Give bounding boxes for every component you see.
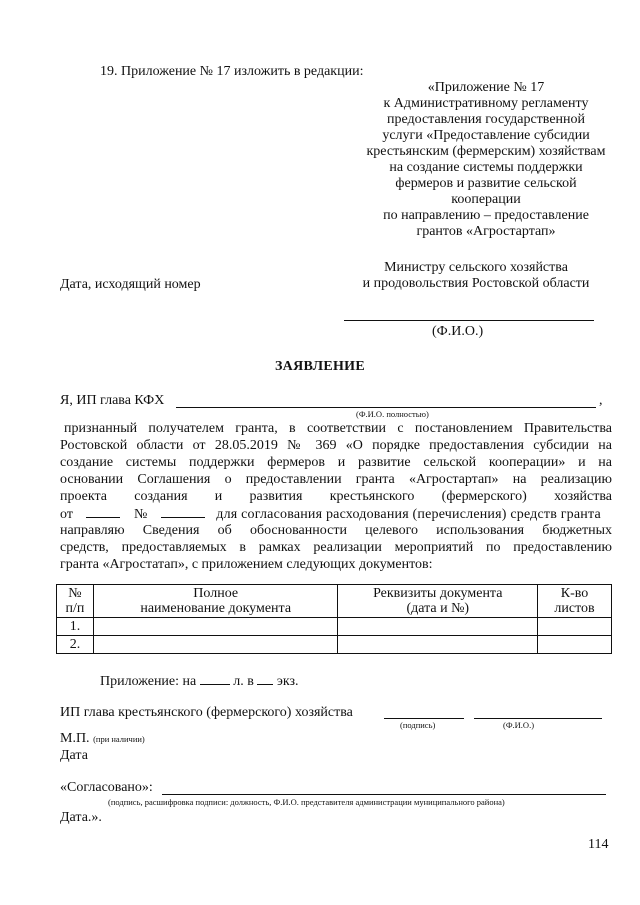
table-header-row <box>57 585 612 618</box>
row-sheets[interactable] <box>538 636 612 654</box>
attachment-suffix: экз. <box>276 674 299 689</box>
appendix-header-line: по направлению – предоставление <box>383 208 589 223</box>
row-requisites[interactable] <box>338 636 538 654</box>
documents-table <box>56 584 612 654</box>
number-blank <box>161 505 205 518</box>
row-doc-name[interactable] <box>93 618 338 636</box>
row-requisites[interactable] <box>338 618 538 636</box>
addressee-fio-line <box>344 320 594 321</box>
copies-blank <box>257 672 273 685</box>
body-line: направляю Сведения об обоснованности целевого использования бюджетных <box>60 523 612 538</box>
row-sheets[interactable] <box>538 618 612 636</box>
header-number: № п/п <box>57 585 94 618</box>
row-number: 1. <box>57 618 94 636</box>
appendix-header <box>352 80 620 240</box>
appendix-header-line: фермеров и развитие сельской <box>395 176 577 191</box>
body-rest: для согласования расходования (перечисления) средств гранта <box>216 507 601 522</box>
date-end: Дата.». <box>60 810 102 825</box>
body-from: от <box>60 507 73 522</box>
addressee-line: Министру сельского хозяйства <box>384 260 568 275</box>
appendix-header-line: крестьянским (фермерским) хозяйствам <box>366 144 606 159</box>
stamp-label: М.П. <box>60 731 90 746</box>
appendix-header-line: «Приложение № 17 <box>427 80 545 95</box>
row-number: 2. <box>57 636 94 654</box>
appendix-header-line: на создание системы поддержки <box>389 160 583 175</box>
appendix-header-line: грантов «Агростартап» <box>416 224 556 239</box>
body-line: гранта «Агростатап», с приложением следующих документов: <box>60 557 433 572</box>
header-doc-name: Полное наименование документа <box>93 585 338 618</box>
table-row <box>57 618 612 636</box>
applicant-prefix: Я, ИП глава КФХ <box>60 393 165 408</box>
appendix-header-line: предоставления государственной <box>386 112 586 127</box>
stamp-line <box>60 731 145 747</box>
table-row <box>57 636 612 654</box>
body-num: № <box>133 507 148 522</box>
applicant-hint: (Ф.И.О. полностью) <box>356 409 429 419</box>
signature-hint: (подпись) <box>400 720 436 730</box>
body-line: признанный получателем гранта, в соответствии с постановлением Правительства <box>64 421 612 436</box>
body-line: Ростовской области от 28.05.2019 № 369 «О порядке предоставления субсидии на <box>60 438 612 453</box>
date-label: Дата <box>60 748 88 763</box>
agreed-label: «Согласовано»: <box>60 780 153 795</box>
appendix-header-line: кооперации <box>451 192 521 207</box>
sheets-blank <box>200 672 230 685</box>
attachment-mid: л. в <box>233 674 254 689</box>
signature-fio-line <box>474 718 602 719</box>
body-line: создание системы поддержки фермеров и развитие сельской кооперации» и на <box>60 455 612 470</box>
agreed-line <box>162 794 606 795</box>
body-line: средств, предоставляемых в рамках реализации мероприятий по предоставлению <box>60 540 612 555</box>
addressee-block <box>336 260 616 292</box>
intro-line: 19. Приложение № 17 изложить в редакции: <box>100 64 364 79</box>
signature-line <box>384 718 464 719</box>
agreed-hint: (подпись, расшифровка подписи: должность, Ф.И.О. представителя администрации муниципального района) <box>108 797 505 807</box>
stamp-hint: (при наличии) <box>93 734 145 744</box>
addressee-line: и продовольствия Ростовской области <box>362 276 590 291</box>
body-line: проекта создания и развития крестьянского (фермерского) хозяйства <box>60 489 612 504</box>
date-outgoing-label: Дата, исходящий номер <box>60 277 201 292</box>
signature-fio-hint: (Ф.И.О.) <box>503 720 535 730</box>
appendix-header-line: услуги «Предоставление субсидии <box>382 128 590 143</box>
appendix-header-line: к Административному регламенту <box>383 96 589 111</box>
attachment-line <box>100 672 299 690</box>
applicant-name-line <box>176 407 596 408</box>
document-title: ЗАЯВЛЕНИЕ <box>274 359 365 374</box>
date-blank <box>86 505 120 518</box>
header-sheets: К-во листов <box>538 585 612 618</box>
fio-label: (Ф.И.О.) <box>432 324 484 339</box>
row-doc-name[interactable] <box>93 636 338 654</box>
applicant-suffix: , <box>599 393 603 408</box>
body-text <box>60 420 612 573</box>
body-line-blanks <box>60 505 612 522</box>
page-number: 114 <box>588 837 609 852</box>
body-line: основании Соглашения о предоставлении гранта «Агростартап» на реализацию <box>60 472 612 487</box>
signature-label: ИП глава крестьянского (фермерского) хозяйства <box>60 705 353 720</box>
attachment-prefix: Приложение: на <box>100 674 197 689</box>
header-requisites: Реквизиты документа (дата и №) <box>338 585 538 618</box>
